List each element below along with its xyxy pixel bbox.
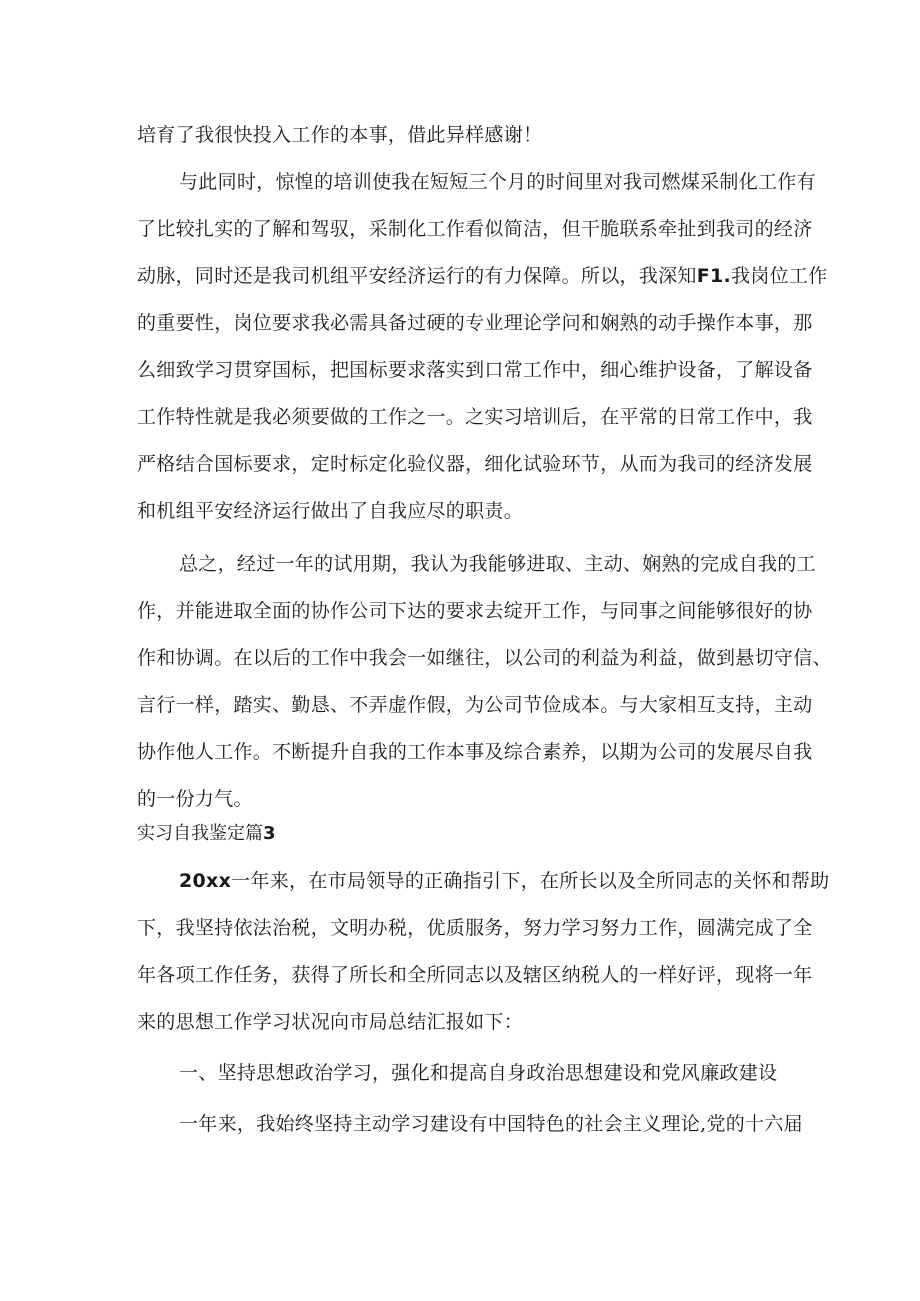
paragraph-line <box>137 264 828 288</box>
paragraph-line: 一年来，我始终坚持主动学习建设有中国特色的社会主义理论,党的十六届 <box>179 1113 803 1135</box>
paragraph-line: 的重要性，岗位要求我必需具备过硬的专业理论学问和娴熟的动手操作本事，那 <box>137 312 813 334</box>
paragraph-line: 和机组平安经济运行做出了自我应尽的职责。 <box>137 500 524 522</box>
paragraph-line: 协作他人工作。不断提升自我的工作本事及综合素养，以期为公司的发展尽自我 <box>137 741 813 763</box>
paragraph-line: 培育了我很快投入工作的本事，借此异样感谢！ <box>137 124 543 146</box>
bold-reference: F1. <box>696 265 732 287</box>
paragraph-text: 动脉，同时还是我司机组平安经济运行的有力保障。所以，我深知 <box>137 265 697 287</box>
heading-number: 3 <box>263 823 276 844</box>
heading-text: 实习自我鉴定篇 <box>137 823 263 844</box>
paragraph-line: 的一份力气。 <box>137 788 253 810</box>
paragraph-text: 一年来，在市局领导的正确指引下，在所长以及全所同志的关怀和帮助 <box>231 870 830 892</box>
paragraph-line: 了比较扎实的了解和驾驭，采制化工作看似简洁，但干脆联系牵扯到我司的经济 <box>137 218 813 240</box>
paragraph-line: 来的思想工作学习状况向市局总结汇报如下： <box>137 1011 524 1033</box>
paragraph-line: 言行一样，踏实、勤恳、不弄虚作假，为公司节俭成本。与大家相互支持，主动 <box>137 694 813 716</box>
paragraph-line: 作和协调。在以后的工作中我会一如继往，以公司的利益为利益，做到悬切守信、 <box>137 647 832 669</box>
section-heading <box>137 822 276 846</box>
paragraph-line: 么细致学习贯穿国标，把国标要求落实到口常工作中，细心维护设备，了解设备 <box>137 359 813 381</box>
paragraph-line: 年各项工作任务，获得了所长和全所同志以及辖区纳税人的一样好评，现将一年 <box>137 964 813 986</box>
section-subheading: 一、坚持思想政治学习，强化和提高自身政治思想建设和党风廉政建设 <box>179 1062 778 1084</box>
year-text: 20xx <box>179 870 232 892</box>
paragraph-line: 下，我坚持依法治税，文明办税，优质服务，努力学习努力工作，圆满完成了全 <box>137 917 813 939</box>
paragraph-line: 作，并能进取全面的协作公司下达的要求去绽开工作，与同事之间能够很好的协 <box>137 600 813 622</box>
paragraph-line: 严格结合国标要求，定时标定化验仪器，细化试验环节，从而为我司的经济发展 <box>137 453 813 475</box>
paragraph-line: 与此同时，惊惶的培训使我在短短三个月的时间里对我司燃煤采制化工作有 <box>179 171 816 193</box>
paragraph-line: 工作特性就是我必须要做的工作之一。之实习培训后，在平常的日常工作中，我 <box>137 406 813 428</box>
paragraph-text: 我岗位工作 <box>731 265 828 287</box>
paragraph-line <box>179 869 839 893</box>
paragraph-line: 总之，经过一年的试用期，我认为我能够进取、主动、娴熟的完成自我的工 <box>179 553 816 575</box>
